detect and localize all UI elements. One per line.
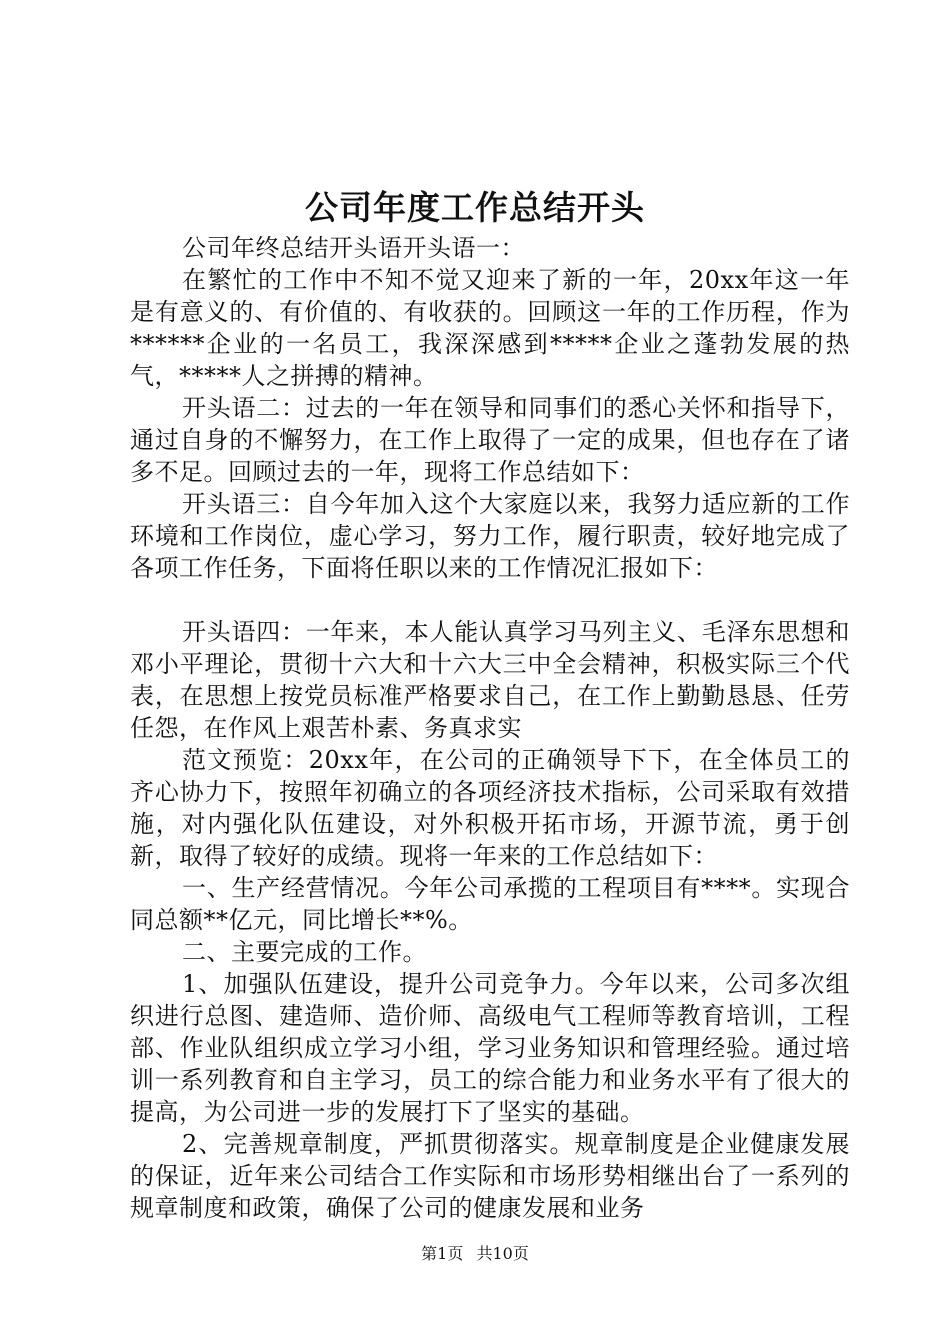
page-footer <box>0 1244 950 1264</box>
paragraph-opening-1: 在繁忙的工作中不知不觉又迎来了新的一年，20xx年这一年是有意义的、有价值的、有收获的。回顾这一年的工作历程，作为******企业的一名员工，我深深感到*****企业之蓬勃发展的热气，*****人之拼搏的精神。 <box>130 266 850 390</box>
paragraph-opening-4: 开头语四：一年来，本人能认真学习马列主义、毛泽东思想和邓小平理论，贯彻十六大和十六大三中全会精神，积极实际三个代表，在思想上按党员标准严格要求自己，在工作上勤勤恳恳、任劳任怨，在作风上艰苦朴素、务真求实 <box>130 618 850 742</box>
paragraph-item-1: 1、加强队伍建设，提升公司竞争力。今年以来，公司多次组织进行总图、建造师、造价师、高级电气工程师等教育培训，工程部、作业队组织成立学习小组，学习业务知识和管理经验。通过培训一系列教育和自主学习，员工的综合能力和业务水平有了很大的提高，为公司进一步的发展打下了坚实的基础。 <box>130 970 850 1126</box>
paragraph-section-2-heading: 二、主要完成的工作。 <box>182 938 427 966</box>
page-number: 第1页 <box>421 1244 464 1263</box>
page-total: 共10页 <box>476 1244 529 1263</box>
paragraph-sample-preview: 范文预览：20xx年，在公司的正确领导下下，在全体员工的齐心协力下，按照年初确立的各项经济技术指标，公司采取有效措施，对内强化队伍建设，对外积极开拓市场，开源节流，勇于创新，取得了较好的成绩。现将一年来的工作总结如下： <box>130 746 850 870</box>
document-body <box>130 232 850 1224</box>
paragraph-opening-2: 开头语二：过去的一年在领导和同事们的悉心关怀和指导下，通过自身的不懈努力，在工作上取得了一定的成果，但也存在了诸多不足。回顾过去的一年，现将工作总结如下： <box>130 394 850 486</box>
paragraph-intro-heading: 公司年终总结开头语开头语一： <box>182 234 525 262</box>
document-title: 公司年度工作总结开头 <box>305 188 645 227</box>
paragraph-item-2: 2、完善规章制度，严抓贯彻落实。规章制度是企业健康发展的保证，近年来公司结合工作实际和市场形势相继出台了一系列的规章制度和政策，确保了公司的健康发展和业务 <box>130 1130 850 1222</box>
paragraph-section-1: 一、生产经营情况。今年公司承揽的工程项目有****。实现合同总额**亿元，同比增长**%。 <box>130 874 850 934</box>
paragraph-opening-3: 开头语三：自今年加入这个大家庭以来，我努力适应新的工作环境和工作岗位，虚心学习，努力工作，履行职责，较好地完成了各项工作任务，下面将任职以来的工作情况汇报如下： <box>130 490 850 582</box>
